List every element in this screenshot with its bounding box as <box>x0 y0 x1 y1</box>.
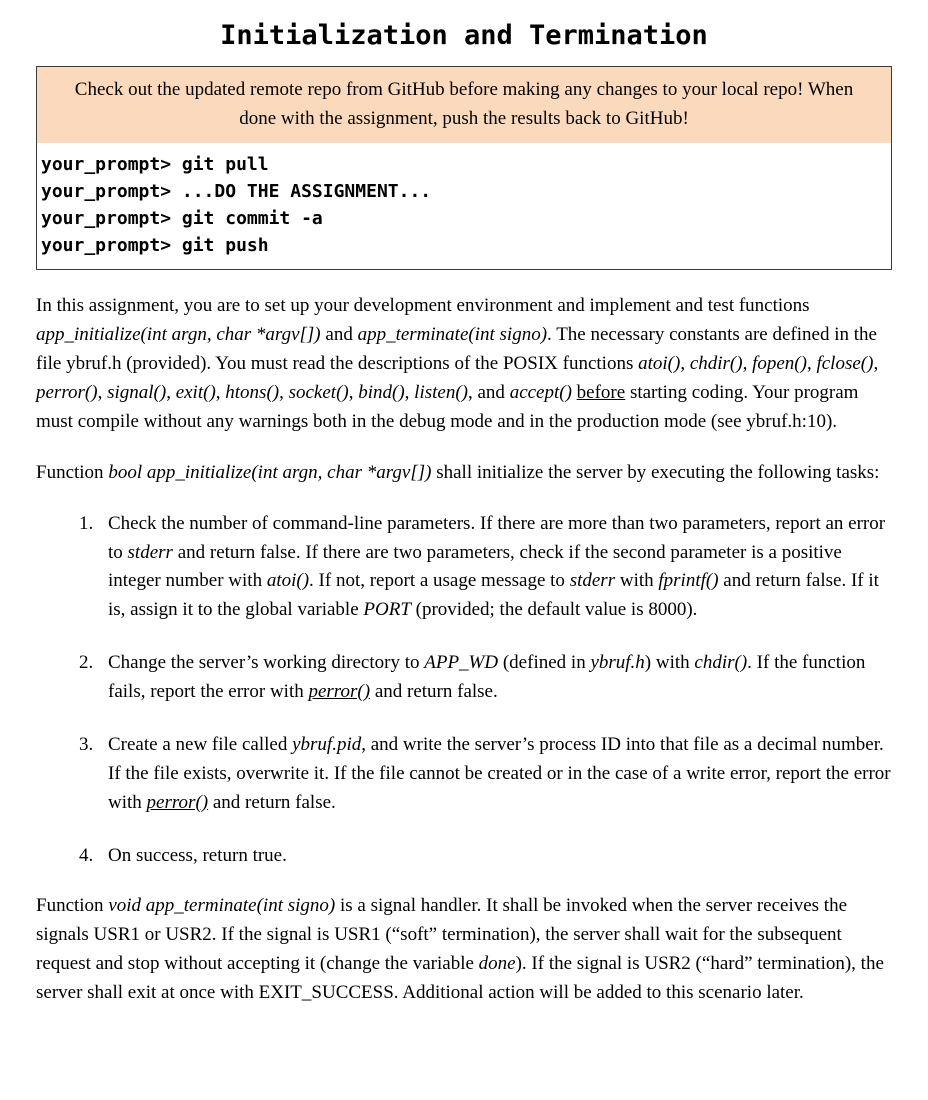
text-run: (defined in <box>498 652 591 674</box>
text-run: and <box>320 324 358 346</box>
text-run: Function <box>36 895 109 917</box>
text-run: atoi() <box>266 570 310 592</box>
text-run: void app_terminate(int signo) <box>108 895 336 917</box>
text-run: . If the function fails, report the error with <box>108 652 866 703</box>
text-run: , <box>166 382 176 404</box>
text-run: exit() <box>175 382 216 404</box>
text-run: atoi() <box>638 353 681 375</box>
text-run: bind() <box>358 382 405 404</box>
text-run: , <box>806 353 817 375</box>
text-run: chdir() <box>689 353 743 375</box>
task-item <box>98 842 892 871</box>
text-run: signal() <box>107 382 167 404</box>
text-run: chdir() <box>694 652 748 674</box>
text-run: done <box>478 953 516 975</box>
text-run: In this assignment, you are to set up your development environment and implement and test functions <box>36 295 810 317</box>
task-item <box>98 649 892 707</box>
text-run: PORT <box>363 599 411 621</box>
text-run: , <box>873 353 879 375</box>
text-run: app_initialize(int argn, char *argv[]) <box>36 324 321 346</box>
text-run: , <box>404 382 415 404</box>
github-notice: Check out the updated remote repo from GitHub before making any changes to your local repo! When done with the assignment, push the results back to GitHub! <box>37 67 891 143</box>
text-run: , <box>742 353 753 375</box>
text-run: Check the number of command-line parameters. If there are more than two parameters, report an error to <box>108 512 886 563</box>
task-list <box>36 510 892 871</box>
inline-link[interactable]: perror() <box>146 791 209 813</box>
repo-instructions-box <box>36 66 892 270</box>
text-run: Create a new file called <box>108 733 293 755</box>
text-run: fprintf() <box>658 570 719 592</box>
text-run: with <box>615 570 659 592</box>
text-run: APP_WD <box>424 652 499 674</box>
text-run: ybruf.pid <box>292 733 362 755</box>
page-title: Initialization and Termination <box>220 20 708 51</box>
text-run: listen() <box>414 382 468 404</box>
text-run: . If not, report a usage message to <box>309 570 570 592</box>
text-run: and return false. <box>208 791 336 813</box>
terminal-line: your_prompt> git commit -a <box>41 208 323 230</box>
text-run: , <box>97 382 108 404</box>
text-run: bool app_initialize(int argn, char *argv[]) <box>108 461 432 483</box>
inline-link[interactable]: perror() <box>308 681 371 703</box>
text-run: Change the server’s working directory to <box>108 652 425 674</box>
text-run: ) with <box>644 652 695 674</box>
text-run: stderr <box>127 541 173 563</box>
text-run: , <box>680 353 690 375</box>
terminal-line: your_prompt> git pull <box>41 154 269 176</box>
text-run: , <box>279 382 289 404</box>
text-run: . The necessary constants are defined in the file ybruf.h (provided). You must read the descriptions of the POSIX functions <box>36 324 877 375</box>
text-run: before <box>576 382 626 404</box>
text-run: is a signal handler. It shall be invoked when the server receives the signals USR1 or USR2. If the signal is USR1 (“soft” termination), the server shall wait for the subsequent request and stop without accepting it (change the variable <box>36 895 848 975</box>
text-run: ). If the signal is USR2 (“hard” termination), the server shall exit at once with EXIT_SUCCESS. Additional action will be added to this scenario later. <box>36 953 884 1004</box>
paragraph-intro <box>36 292 892 436</box>
text-run: On success, return true. <box>108 844 287 866</box>
terminal-line: your_prompt> git push <box>41 235 269 257</box>
text-run: , and <box>468 382 510 404</box>
text-run: (provided; the default value is 8000). <box>410 599 698 621</box>
text-run: , <box>348 382 359 404</box>
text-run: perror() <box>36 382 98 404</box>
task-item <box>98 731 892 818</box>
text-run: fclose() <box>816 353 874 375</box>
text-run: and return false. <box>370 681 498 703</box>
text-run: shall initialize the server by executing the following tasks: <box>431 461 880 483</box>
text-run: socket() <box>288 382 349 404</box>
paragraph-init-intro <box>36 459 892 488</box>
text-run: app_terminate(int signo) <box>357 324 548 346</box>
terminal-code-block <box>37 143 891 269</box>
paragraph-terminate <box>36 892 892 1008</box>
text-run: and return false. If there are two parameters, check if the second parameter is a positive integer number with <box>108 541 842 592</box>
task-item <box>98 510 892 626</box>
text-run: , <box>215 382 226 404</box>
text-run: , and write the server’s process ID into that file as a decimal number. If the file exists, overwrite it. If the file cannot be created or in the case of a write error, report the error with <box>108 733 891 813</box>
text-run: Function <box>36 461 109 483</box>
text-run: fopen() <box>752 353 807 375</box>
text-run: stderr <box>569 570 616 592</box>
text-run: starting coding. Your program must compile without any warnings both in the debug mode and in the production mode (see ybruf.h:10). <box>36 382 859 432</box>
text-run: ybruf.h <box>590 652 645 674</box>
terminal-line: your_prompt> ...DO THE ASSIGNMENT... <box>41 181 432 203</box>
text-run: htons() <box>225 382 280 404</box>
text-run: accept() <box>509 382 572 404</box>
text-run: and return false. If it is, assign it to the global variable <box>108 570 879 621</box>
